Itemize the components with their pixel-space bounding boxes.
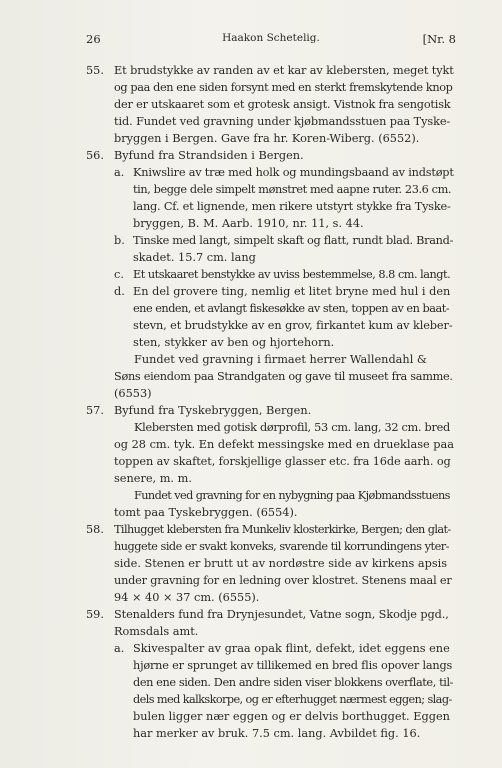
text-line: Skivespalter av graa opak flint, defekt, idet eggens ene	[133, 642, 450, 655]
text-line: hjørne er sprunget av tillikemed en bred flis opover langs	[133, 659, 453, 672]
entry-number: 59.	[86, 608, 104, 621]
text-line: side. Stenen er brutt ut av nordøstre side av kirkens apsis	[114, 557, 448, 570]
item-label: d.	[114, 285, 125, 298]
series-number: [Nr. 8	[422, 32, 456, 46]
text-line: Romsdals amt.	[114, 625, 199, 638]
text-line: Et utskaaret benstykke av uviss bestemmelse, 8.8 cm. langt.	[133, 268, 451, 281]
item-label: a.	[114, 166, 125, 179]
entry-56-note	[0, 351, 502, 402]
entry-59	[0, 606, 502, 640]
item-label: c.	[114, 268, 124, 281]
entry-text	[114, 606, 454, 640]
text-line: tin, begge dele simpelt mønstret med aapne ruter. 23.6 cm.	[133, 183, 452, 196]
text-line: Søns eiendom paa Strandgaten og gave til museet fra samme.	[114, 370, 453, 383]
text-line: Et brudstykke av randen av et kar av klebersten, meget tykt	[114, 64, 454, 77]
text-line: tid. Fundet ved gravning under kjøbmandsstuen paa Tyske-	[114, 115, 451, 128]
text-line: dels med kalkskorpe, og er efterhugget nærmest eggen; slag-	[133, 693, 452, 706]
text-line: lang. Cf. et lignende, men rikere utstyrt stykke fra Tyske-	[133, 200, 451, 213]
note-text	[114, 351, 454, 402]
note-text	[114, 487, 454, 521]
text-line: bulen ligger nær eggen og er delvis borthugget. Eggen	[133, 710, 450, 723]
text-line: og paa den ene siden forsynt med en sterkt fremskytende knop	[114, 81, 453, 94]
text-line: ene enden, et avlangt fiskesøkke av sten, toppen av en baat-	[133, 302, 450, 315]
text-line: Stenalders fund fra Drynjesundet, Vatne sogn, Skodje pgd.,	[114, 608, 449, 621]
text-line: skadet. 15.7 cm. lang	[133, 251, 256, 264]
entry-59-item-a	[0, 640, 502, 742]
text-line: Byfund fra Tyskebryggen, Bergen.	[114, 404, 312, 417]
page-number: 26	[86, 32, 101, 46]
item-label: b.	[114, 234, 125, 247]
catalogue-body	[0, 62, 502, 742]
text-line: den ene siden. Den andre siden viser blokkens overflate, til-	[133, 676, 454, 689]
entry-57	[0, 402, 502, 487]
text-line: Tinske med langt, simpelt skaft og flatt, rundt blad. Brand-	[133, 234, 454, 247]
text-line: sten, stykker av ben og hjortehorn.	[133, 336, 335, 349]
entry-55	[0, 62, 502, 147]
text-line: stevn, et brudstykke av en grov, firkantet kum av kleber-	[133, 319, 453, 332]
entry-number: 55.	[86, 64, 104, 77]
item-text	[133, 283, 454, 351]
entry-text	[114, 147, 454, 164]
text-line: Byfund fra Strandsiden i Bergen.	[114, 149, 304, 162]
item-text	[133, 640, 454, 742]
entry-text	[114, 402, 454, 487]
text-line: 94 × 40 × 37 cm. (6555).	[114, 591, 260, 604]
entry-56-item-b	[0, 232, 502, 266]
entry-56-item-a	[0, 164, 502, 232]
entry-56	[0, 147, 502, 164]
entry-text	[114, 62, 454, 147]
item-label: a.	[114, 642, 125, 655]
text-line: og 28 cm. tyk. En defekt messingske med en drueklase paa	[114, 438, 454, 451]
text-line: Klebersten med gotisk dørprofil, 53 cm. lang, 32 cm. bred	[134, 421, 450, 434]
text-line: under gravning for en ledning over klostret. Stenens maal er	[114, 574, 452, 587]
entry-57-note	[0, 487, 502, 521]
text-line: En del grovere ting, nemlig et litet bryne med hul i den	[133, 285, 451, 298]
text-line: senere, m. m.	[114, 472, 192, 485]
text-line: Fundet ved gravning for en nybygning paa Kjøbmandsstuens	[134, 489, 450, 502]
text-line: (6553)	[114, 387, 152, 400]
entry-56-item-d	[0, 283, 502, 351]
entry-number: 56.	[86, 149, 104, 162]
entry-56-item-c	[0, 266, 502, 283]
text-line: der er utskaaret som et grotesk ansigt. Vistnok fra sengotisk	[114, 98, 451, 111]
item-text	[133, 164, 454, 232]
text-line: Tilhugget klebersten fra Munkeliv klosterkirke, Bergen; den glat-	[114, 523, 451, 536]
text-line: bryggen i Bergen. Gave fra hr. Koren-Wiberg. (6552).	[114, 132, 420, 145]
running-header	[86, 32, 456, 48]
entry-number: 57.	[86, 404, 104, 417]
text-line: bryggen, B. M. Aarb. 1910, nr. 11, s. 44.	[133, 217, 364, 230]
text-line: toppen av skaftet, forskjellige glasser etc. fra 16de aarh. og	[114, 455, 451, 468]
entry-number: 58.	[86, 523, 104, 536]
item-text	[133, 232, 454, 266]
running-author: Haakon Schetelig.	[222, 32, 320, 44]
entry-text	[114, 521, 454, 606]
text-line: tomt paa Tyskebryggen. (6554).	[114, 506, 298, 519]
text-line: Fundet ved gravning i firmaet herrer Wallendahl &	[134, 353, 427, 366]
text-line: huggete side er svakt konveks, svarende til korrundingens yter-	[114, 540, 449, 553]
text-line: Kniwslire av træ med holk og mundingsbaand av indstøpt	[133, 166, 454, 179]
item-text	[133, 266, 454, 283]
text-line: har merker av bruk. 7.5 cm. lang. Avbildet fig. 16.	[133, 727, 421, 740]
entry-58	[0, 521, 502, 606]
